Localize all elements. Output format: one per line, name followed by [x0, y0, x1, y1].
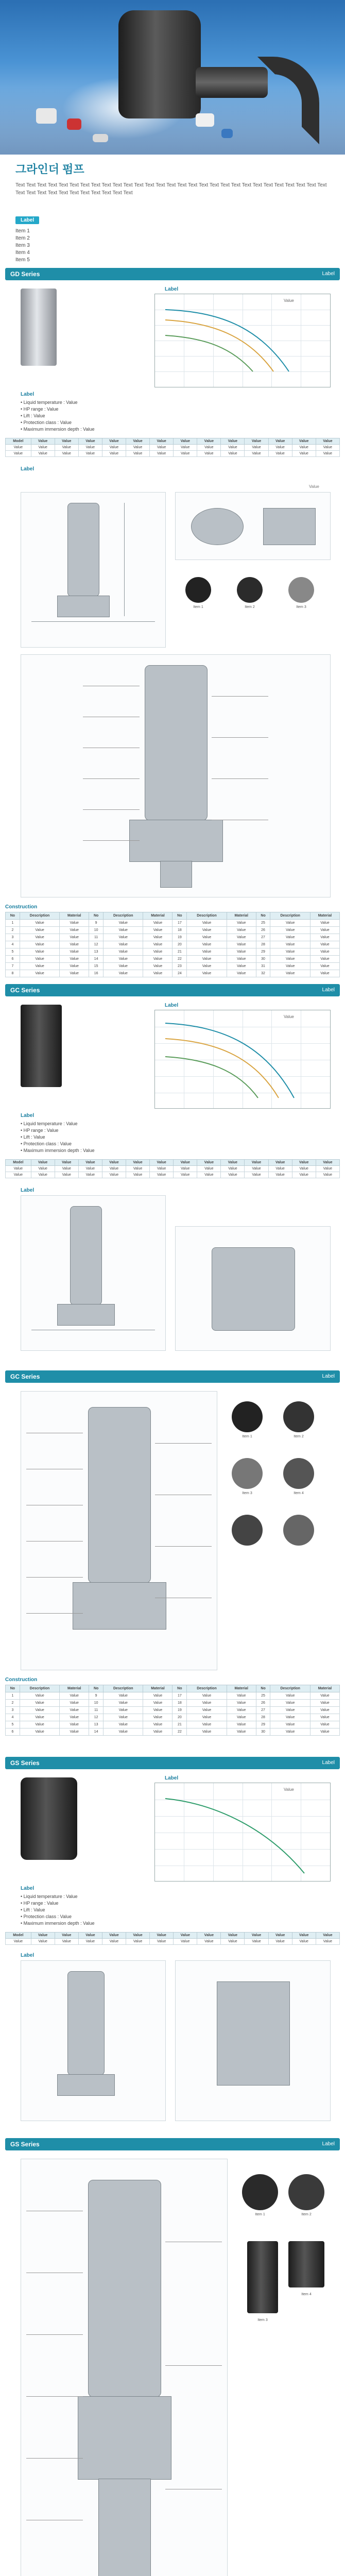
table-row: 2 Value Value 10 Value Value 18 Value Value 26 Value Value [6, 1700, 340, 1707]
spec-line: • Protection class : Value [21, 1141, 72, 1146]
component-image [283, 1401, 314, 1432]
spec-line: • Maximum immersion depth : Value [21, 427, 95, 432]
outline-drawing [21, 1960, 166, 2121]
series-header [5, 984, 340, 996]
base-drawing [175, 1226, 331, 1351]
table-row: 4 Value Value 12 Value Value 20 Value Value 28 Value Value [6, 941, 340, 948]
table-row: 3 Value Value 11 Value Value 19 Value Value 27 Value Value [6, 934, 340, 941]
spec-list [21, 1893, 149, 1927]
series-subtitle: Label [322, 1374, 335, 1379]
table-row: 6 Value Value 14 Value Value 22 Value Value 30 Value Value [6, 956, 340, 963]
table-row: 8 Value Value 16 Value Value 24 Value Value 32 Value Value [6, 970, 340, 977]
construction-heading: Construction [5, 904, 38, 910]
spec-line: • HP range : Value [21, 1128, 59, 1133]
component-image [242, 2174, 278, 2210]
table-row: Value Value Value Value Value Value Value Value Value Value Value Value Value Value [6, 1166, 340, 1172]
spec-table: Model Value Value Value Value Value Value Value Value Value Value Value Value Value Value Value Value Value Value Value Value Value Value Value Value Value Value Value Value Value Value Value Value Value Value Value Value Value Value Value Value Value [5, 1159, 340, 1178]
chart-legend: Value [284, 1787, 294, 1792]
feature-item: Item 5 [15, 257, 30, 263]
spec-line: • Liquid temperature : Value [21, 1894, 78, 1899]
component-image [232, 1401, 263, 1432]
spec-line: • Liquid temperature : Value [21, 1121, 78, 1126]
component-image [185, 577, 211, 603]
construction-table: No Description Material No Description Material No Description Material No Description Material 1 Value Value 9 Value Value 17 Value Value 25 Value Value 2 Value Value 10 Value Value 18 Value Value 26 Value Value 3 Value Value 11 Value Value 19 Value Value 27 Value Value 4 Value Value 12 Value Value 20 Value Value 28 Value Value 5 Value Value 13 Value Value 21 Value Value 29 Value Value 6 Value Value 14 Value Value 22 Value Value 30 Value Value [5, 1685, 340, 1736]
series-header [5, 268, 340, 280]
component-image [232, 1515, 263, 1546]
feature-item: Item 1 [15, 228, 30, 234]
spec-list [21, 399, 149, 433]
series-title: GD Series [10, 270, 40, 278]
series-subtitle: Label [322, 2141, 335, 2147]
construction-table: No Description Material No Description Material No Description Material No Description Material 1 Value Value 9 Value Value 17 Value Value 25 Value Value 2 Value Value 10 Value Value 18 Value Value 26 Value Value 3 Value Value 11 Value Value 19 Value Value 27 Value Value 4 Value Value 12 Value Value 20 Value Value 28 Value Value 5 Value Value 13 Value Value 21 Value Value 29 Value Value 6 Value Value 14 Value Value 22 Value Value 30 Value Value 7 Value Value 15 Value Value 23 Value Value 31 Value Value 8 Value Value 16 Value Value 24 Value Value 32 Value Value [5, 912, 340, 977]
component-label: Item 4 [294, 1492, 304, 1495]
cutaway-drawing [21, 654, 331, 897]
features-badge: Label [15, 216, 39, 224]
spec-line: • Maximum immersion depth : Value [21, 1148, 95, 1153]
component-image [232, 1458, 263, 1489]
series-header [5, 2138, 340, 2150]
debris-shape [67, 118, 81, 130]
chart-legend: Value [284, 1014, 294, 1019]
component-label: Item 3 [242, 1492, 252, 1495]
product-photo [21, 1777, 77, 1860]
spec-line: • Maximum immersion depth : Value [21, 1921, 95, 1926]
pump-body-image [118, 10, 201, 118]
spec-table: Model Value Value Value Value Value Value Value Value Value Value Value Value Value Value Value Value Value Value Value Value Value Value Value Value Value Value Value [5, 1932, 340, 1945]
performance-heading: Label [165, 1775, 179, 1781]
component-image [283, 1458, 314, 1489]
series-subtitle: Label [322, 1760, 335, 1766]
chart-legend: Value [284, 298, 294, 303]
series-title: GC Series [10, 987, 40, 994]
component-image [288, 2241, 324, 2287]
table-row: 5 Value Value 13 Value Value 21 Value Value 29 Value Value [6, 948, 340, 956]
table-row: 1 Value Value 9 Value Value 17 Value Value 25 Value Value [6, 920, 340, 927]
table-row: Value Value Value Value Value Value Value Value Value Value Value Value Value Value [6, 451, 340, 457]
component-image [283, 1515, 314, 1546]
component-label: Item 4 [301, 2293, 312, 2296]
table-row: 4 Value Value 12 Value Value 20 Value Value 28 Value Value [6, 1714, 340, 1721]
component-label: Item 3 [257, 2318, 268, 2322]
component-label: Item 3 [296, 605, 306, 609]
series-title: GS Series [10, 1759, 40, 1767]
spec-heading: Label [21, 392, 34, 397]
debris-shape [196, 113, 214, 127]
table-row: 7 Value Value 15 Value Value 23 Value Value 31 Value Value [6, 963, 340, 970]
component-label: Item 1 [193, 605, 203, 609]
spec-line: • Protection class : Value [21, 1914, 72, 1919]
outline-heading: Label [21, 1188, 34, 1193]
product-photo [21, 1005, 62, 1087]
spec-line: • HP range : Value [21, 1901, 59, 1906]
series-subtitle: Label [322, 987, 335, 993]
table-row: Value Value Value Value Value Value Value Value Value Value Value Value Value Value [6, 1172, 340, 1178]
performance-curves [155, 294, 330, 387]
spec-heading: Label [21, 1886, 34, 1891]
performance-curves [155, 1010, 330, 1108]
series-header [5, 1370, 340, 1383]
debris-shape [36, 108, 57, 124]
spec-line: • Lift : Value [21, 1907, 45, 1912]
pump-pipe-image [257, 57, 319, 144]
pump-neck-image [196, 67, 268, 98]
debris-shape [93, 134, 108, 142]
performance-curves [155, 1783, 330, 1881]
intro-paragraph: Text Text Text Text Text Text Text Text Text Text Text Text Text Text Text Text Text Text Text Text Text Text Text Text Text Text Text Text Text Text Text Text Text Text Text Text Text Text Text Text [15, 182, 327, 196]
cutaway-drawing [21, 1391, 217, 1670]
table-row: Value Value Value Value Value Value Value Value Value Value Value Value Value Value [6, 445, 340, 451]
spec-line: • HP range : Value [21, 406, 59, 412]
product-photo [21, 289, 57, 366]
performance-chart [154, 1010, 331, 1109]
debris-shape [221, 129, 233, 138]
series-title: GC Series [10, 1373, 40, 1380]
spec-line: • Lift : Value [21, 1134, 45, 1140]
cutaway-drawing [21, 2159, 228, 2576]
table-row: 5 Value Value 13 Value Value 21 Value Value 29 Value Value [6, 1721, 340, 1728]
outline-drawing [21, 1195, 166, 1351]
construction-heading: Construction [5, 1677, 38, 1683]
series-header [5, 1757, 340, 1769]
base-drawing [175, 492, 331, 560]
component-label: Item 2 [245, 605, 255, 609]
component-image [288, 2174, 324, 2210]
feature-item: Item 4 [15, 250, 30, 256]
performance-heading: Label [165, 286, 179, 292]
outline-drawing [21, 492, 166, 648]
series-subtitle: Label [322, 271, 335, 277]
table-row: 1 Value Value 9 Value Value 17 Value Value 25 Value Value [6, 1692, 340, 1700]
component-label: Item 1 [242, 1435, 252, 1438]
spec-line: • Lift : Value [21, 413, 45, 418]
spec-table: Model Value Value Value Value Value Value Value Value Value Value Value Value Value Value Value Value Value Value Value Value Value Value Value Value Value Value Value Value Value Value Value Value Value Value Value Value Value Value Value Value Value [5, 438, 340, 457]
spec-line: • Protection class : Value [21, 420, 72, 425]
outline-heading: Label [21, 1953, 34, 1958]
base-drawing [175, 1960, 331, 2121]
table-row: Value Value Value Value Value Value Value Value Value Value Value Value Value Value [6, 1939, 340, 1945]
intro-section [0, 155, 345, 263]
feature-item: Item 2 [15, 235, 30, 241]
component-image [288, 577, 314, 603]
performance-heading: Label [165, 1003, 179, 1008]
feature-item: Item 3 [15, 243, 30, 248]
unit-label: Value [309, 484, 319, 489]
performance-chart [154, 1783, 331, 1882]
component-image [247, 2241, 278, 2313]
outline-heading: Label [21, 466, 34, 472]
spec-heading: Label [21, 1113, 34, 1118]
component-image [237, 577, 263, 603]
performance-chart [154, 294, 331, 387]
spec-list [21, 1121, 149, 1154]
hero-banner [0, 0, 345, 155]
spec-line: • Liquid temperature : Value [21, 400, 78, 405]
component-label: Item 2 [301, 2213, 312, 2216]
series-title: GS Series [10, 2141, 40, 2148]
component-label: Item 2 [294, 1435, 304, 1438]
table-row: 3 Value Value 11 Value Value 19 Value Value 27 Value Value [6, 1707, 340, 1714]
component-label: Item 1 [255, 2213, 265, 2216]
page-title: 그라인더 펌프 [15, 163, 84, 176]
table-row: 2 Value Value 10 Value Value 18 Value Value 26 Value Value [6, 927, 340, 934]
features-list [15, 228, 221, 264]
table-row: 6 Value Value 14 Value Value 22 Value Value 30 Value Value [6, 1728, 340, 1736]
